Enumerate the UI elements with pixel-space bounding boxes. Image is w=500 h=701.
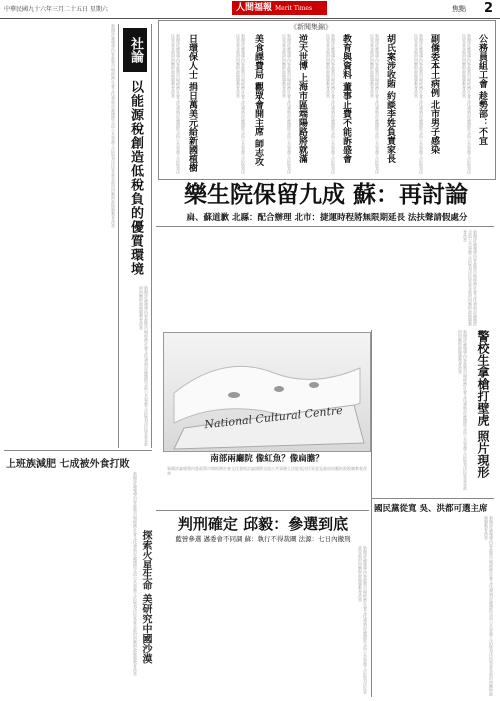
page-number: 2 xyxy=(484,1,494,16)
photo-caption-title: 南部兩廳院 像紅魚？像扁膽？ xyxy=(210,454,324,464)
section-name: 焦點 xyxy=(452,5,466,13)
divider xyxy=(372,498,494,499)
right-item-headline: 國民黨從寬 吳、洪都可選主席 xyxy=(374,504,488,514)
main-story-text xyxy=(158,230,478,328)
top-item-text xyxy=(316,34,336,174)
top-item-text xyxy=(404,34,424,174)
top-item-headline: 公務員組工會 趁勢部：不宜 xyxy=(477,34,487,146)
main-subhead: 扁、蘇道歉 北縣：配合辦理 北市：捷運時程將無限期延長 法扶聲請假處分 xyxy=(186,213,468,223)
top-item-text xyxy=(272,34,292,174)
news-box-label: 《新聞集錦》 xyxy=(290,23,332,31)
divider xyxy=(118,24,119,448)
divider xyxy=(371,330,372,697)
top-item-text xyxy=(450,34,472,174)
editorial-label: 社論 xyxy=(123,28,147,72)
lower-subhead: 藍營參選 邁委會不同調 蘇：執行不得裁圖 法源：七日內撤刑 xyxy=(175,535,351,543)
left-item-text xyxy=(4,472,138,697)
right-item-text xyxy=(374,330,468,490)
top-item-headline: 教育與資料 董事止費不能訴盛會 xyxy=(341,34,351,164)
top-item-headline: 美食課費局 觀眾會開主席 師志攻 xyxy=(253,34,263,167)
editorial-text xyxy=(123,286,149,448)
left-item-headline: 探索火星生命 美研究中國沙漠 xyxy=(140,530,151,664)
lower-headline: 判刑確定 邱毅：參選到底 xyxy=(177,515,349,533)
top-item-text xyxy=(360,34,380,174)
lower-story-text xyxy=(158,546,368,697)
top-item-text xyxy=(161,34,181,174)
photo-caption-text xyxy=(167,466,367,506)
right-item-text xyxy=(374,516,494,697)
model-label: National Cultural Centre xyxy=(203,403,344,432)
masthead-english: Merit Times xyxy=(275,5,313,12)
top-item-headline: 副僑委本土病例 北市男子感染 xyxy=(429,34,439,155)
building-model-photo xyxy=(163,332,371,452)
divider xyxy=(151,24,152,448)
top-item-headline: 日環保人士 捐日萬美元給新國植樹 xyxy=(187,34,197,173)
divider xyxy=(4,450,152,451)
divider xyxy=(156,510,369,511)
main-headline: 樂生院保留九成 蘇：再討論 xyxy=(183,181,468,208)
model-illustration xyxy=(164,333,370,451)
top-item-text xyxy=(206,34,246,174)
left-item-headline: 上班族減肥 七成被外食打敗 xyxy=(6,459,130,470)
divider xyxy=(156,226,494,227)
issue-date: 中華民國九十六年三月二十五日 星期六 xyxy=(4,6,108,13)
masthead xyxy=(232,1,327,15)
editorial-title: 以能源稅創造低稅負的優質環境 xyxy=(128,80,143,276)
masthead-title: 人間福報 xyxy=(236,3,273,13)
top-item-headline: 逆天世博 上海市區端陽路將就滿 xyxy=(297,34,307,164)
left-body-text xyxy=(4,24,116,448)
top-item-headline: 胡氏案涉收賄 約談李姓負責家長 xyxy=(385,34,395,164)
right-item-headline: 警校生拿槍打壁虎 照片現形 xyxy=(476,330,490,479)
